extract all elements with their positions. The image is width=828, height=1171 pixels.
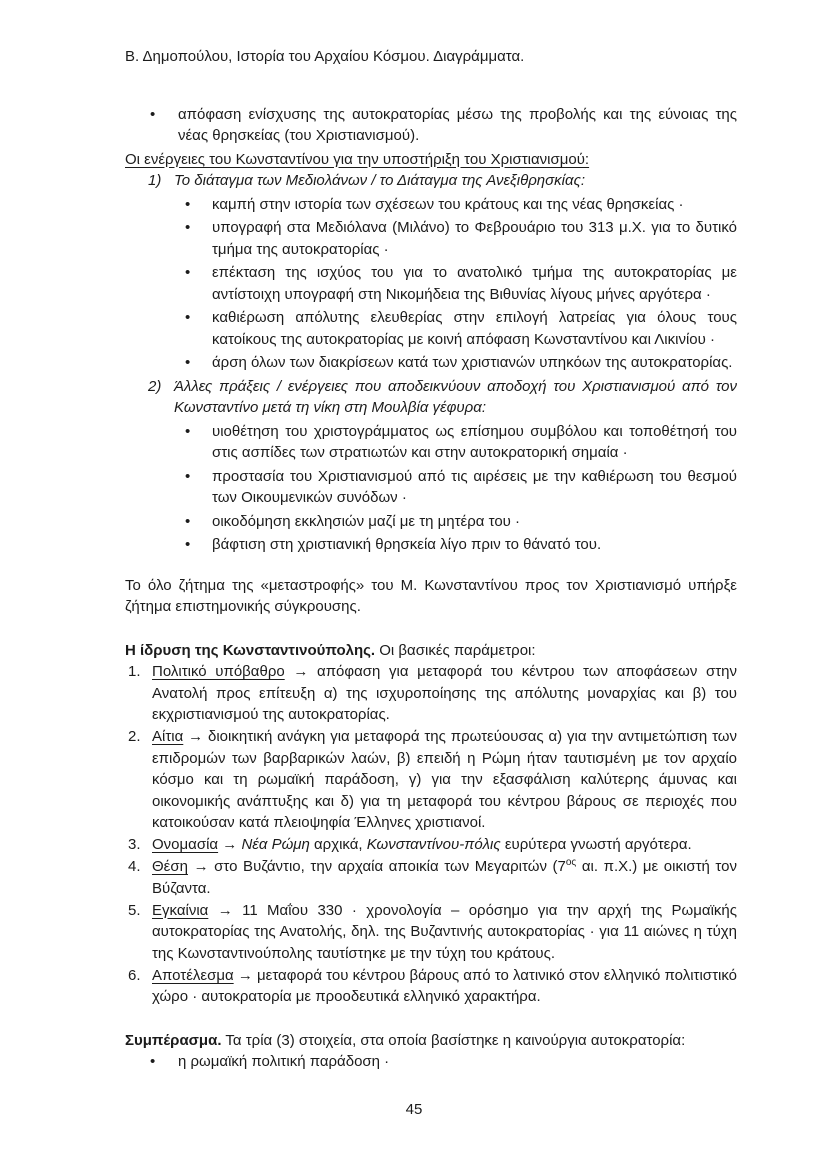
list-item-text: επέκταση της ισχύος του για το ανατολικό τμήμα της αυτοκρατορίας με αντίστοιχη υπογραφή στη Νικομήδεια της Βιθυνίας λίγους μήνες αργότερα · <box>212 264 737 303</box>
list-item <box>125 262 737 305</box>
doc-header: Β. Δημοπούλου, Ιστορία του Αρχαίου Κόσμου. Διαγράμματα. <box>125 48 525 65</box>
item-body: αρχικά, <box>309 836 367 853</box>
bullet-icon: • <box>185 219 191 236</box>
numbered-item-4 <box>125 856 737 899</box>
item-number: 4. <box>128 858 141 875</box>
bullet-icon: • <box>185 512 191 530</box>
arrow-icon: → <box>237 966 253 984</box>
section2-heading-bold: Η ίδρυση της Κωνσταντινούπολης. <box>125 641 376 659</box>
list-item-text: υιοθέτηση του χριστογράμματος ως επίσημου συμβόλου και τοποθέτησή του στις ασπίδες των στρατιωτών και στην αυτοκρατορική σημαία · <box>212 422 737 461</box>
numbered-item-2 <box>125 726 737 834</box>
bullet-icon: • <box>185 195 191 213</box>
list-item-text: καμπή στην ιστορία των σχέσεων του κράτους και της νέας θρησκείας · <box>212 195 684 213</box>
bullet-icon: • <box>185 422 191 440</box>
item-body-italic: Κωνσταντίνου-πόλις <box>366 836 501 853</box>
bullet-icon: • <box>150 105 156 123</box>
bullet-icon: • <box>185 467 191 485</box>
item-text <box>152 965 737 1008</box>
item-text <box>152 726 737 834</box>
list-item-text: άρση όλων των διακρίσεων κατά των χριστιανών υπηκόων της αυτοκρατορίας. <box>212 354 733 371</box>
arrow-icon: → <box>293 663 309 680</box>
bullet-icon: • <box>150 1053 156 1070</box>
arrow-icon: → <box>217 901 233 919</box>
item-body: μεταφορά του κέντρου βάρους από το λατινικό στον ελληνικό πολιτιστικό χώρο · αυτοκρατορία με προοδευτικά ελληνικό χαρακτήρα. <box>152 966 737 1005</box>
item-body: αι. π.Χ.) με οικιστή τον Βύζαντα. <box>152 858 737 897</box>
subheading-text: Άλλες πράξεις / ενέργειες που αποδεικνύουν αποδοχή του Χριστιανισμού από τον Κωνσταντίνο μετά τη νίκη στη Μουλβία γέφυρα: <box>174 377 737 416</box>
subheading-number: 2) <box>148 377 162 395</box>
numbered-item-3 <box>125 834 737 856</box>
list-item <box>125 194 737 216</box>
numbered-item-6 <box>125 965 737 1008</box>
list-item <box>125 104 737 147</box>
item-text <box>152 834 737 856</box>
item-number: 1. <box>128 663 141 680</box>
list-item <box>125 421 737 464</box>
numbered-item-5 <box>125 900 737 965</box>
list-item <box>125 352 737 374</box>
bullet-icon: • <box>185 309 191 326</box>
item-number: 6. <box>128 966 141 984</box>
list-item-text: βάφτιση στη χριστιανική θρησκεία λίγο πριν το θάνατό του. <box>212 536 602 553</box>
body-paragraph: Το όλο ζήτημα της «μεταστροφής» του Μ. Κωνσταντίνου προς τον Χριστιανισμό υπήρξε ζήτημα επιστημονικής σύγκρουσης. <box>125 576 737 615</box>
bullet-icon: • <box>185 354 191 371</box>
list-item <box>125 466 737 509</box>
list-item-text: απόφαση ενίσχυσης της αυτοκρατορίας μέσω της προβολής και της εύνοιας της νέας θρησκείας (του Χριστιανισμού). <box>178 105 737 144</box>
superscript: ος <box>565 857 577 868</box>
item-number: 2. <box>128 728 141 745</box>
list-item <box>125 307 737 350</box>
numbered-item-1 <box>125 661 737 726</box>
page-number: 45 <box>405 1100 423 1118</box>
item-body: διοικητική ανάγκη για μεταφορά της πρωτεύουσας α) για την αντιμετώπιση των επιδρομών των βαρβαρικών λαών, β) επειδή η Ρώμη ήταν ταυτισμένη με τον αρχαίο κόσμο και τη ρωμαϊκή παράδοση, γ) για την εξασφάλιση καλύτερης άμυνας και οικονομικής ανάπτυξης και δ) για τη μεταφορά του κέντρου βάρους σε περιοχές που κατοικούσαν κατά πλειοψηφία Έλληνες χριστιανοί. <box>152 728 738 831</box>
list-item-text: η ρωμαϊκή πολιτική παράδοση · <box>178 1053 390 1070</box>
item-lead-term: Αποτέλεσμα <box>152 966 234 984</box>
item-lead-term: Εγκαίνια <box>152 901 209 919</box>
item-body: ευρύτερα γνωστή αργότερα. <box>500 836 692 853</box>
subheading-number: 1) <box>148 172 162 189</box>
section1-heading: Οι ενέργειες του Κωνσταντίνου για την υποστήριξη του Χριστιανισμού: <box>125 150 590 168</box>
conclusion-heading <box>125 1030 737 1052</box>
numbered-subheading-2 <box>125 376 737 419</box>
list-item <box>125 217 737 260</box>
list-item <box>125 1051 737 1073</box>
arrow-icon: → <box>222 836 238 853</box>
item-lead-term: Θέση <box>152 858 188 875</box>
list-item <box>125 511 737 533</box>
list-item-text: υπογραφή στα Μεδιόλανα (Μιλάνο) το Φεβρουάριο του 313 μ.Χ. για το δυτικό τμήμα της αυτοκρατορίας · <box>212 219 737 258</box>
item-text <box>152 900 737 965</box>
list-item-text: προστασία του Χριστιανισμού από τις αιρέσεις με την καθιέρωση του θεσμού των Οικουμενικών συνόδων · <box>212 467 737 506</box>
list-item <box>125 534 737 556</box>
conclusion-heading-rest: Τα τρία (3) στοιχεία, στα οποία βασίστηκε η καινούργια αυτοκρατορία: <box>221 1031 686 1049</box>
conclusion-heading-bold: Συμπέρασμα. <box>125 1031 222 1049</box>
item-text <box>152 856 737 899</box>
bullet-icon: • <box>185 536 191 553</box>
arrow-icon: → <box>188 728 204 745</box>
list-item-text: οικοδόμηση εκκλησιών μαζί με τη μητέρα του · <box>212 512 521 530</box>
section2-heading-rest: Οι βασικές παράμετροι: <box>375 641 536 659</box>
item-number: 3. <box>128 836 141 853</box>
item-lead-term: Αίτια <box>152 728 184 745</box>
item-lead-term: Πολιτικό υπόβαθρο <box>152 663 285 680</box>
arrow-icon: → <box>193 858 209 875</box>
numbered-subheading-1 <box>125 170 737 192</box>
item-text <box>152 661 737 726</box>
bullet-icon: • <box>185 264 191 281</box>
item-body: στο Βυζάντιο, την αρχαία αποικία των Μεγαριτών (7 <box>214 858 566 875</box>
section2-heading <box>125 640 737 662</box>
subheading-text: Το διάταγμα των Μεδιολάνων / το Διάταγμα της Ανεξιθρησκίας: <box>174 172 586 189</box>
item-body-italic: Νέα Ρώμη <box>241 836 310 853</box>
item-lead-term: Ονομασία <box>152 836 219 853</box>
list-item-text: καθιέρωση απόλυτης ελευθερίας στην επιλογή λατρείας για όλους τους κατοίκους της αυτοκρατορίας με κοινή απόφαση Κωνσταντίνου και Λικινίου · <box>212 309 737 348</box>
item-body: απόφαση για μεταφορά του κέντρου των αποφάσεων στην Ανατολή προς επίτευξη α) της ισχυροποίησης της απόλυτης μοναρχίας και β) του εκχριστιανισμού της αυτοκρατορίας. <box>152 663 738 723</box>
item-body: 11 Μαΐου 330 · χρονολογία – ορόσημο για την αρχή της Ρωμαϊκής αυτοκρατορίας της Ανατολής, δηλ. της Βυζαντινής αυτοκρατορίας · για 11 αιώνες η τύχη της Κωνσταντινούπολης ταυτίστηκε με την τύχη του κράτους. <box>152 901 737 962</box>
item-number: 5. <box>128 901 141 919</box>
